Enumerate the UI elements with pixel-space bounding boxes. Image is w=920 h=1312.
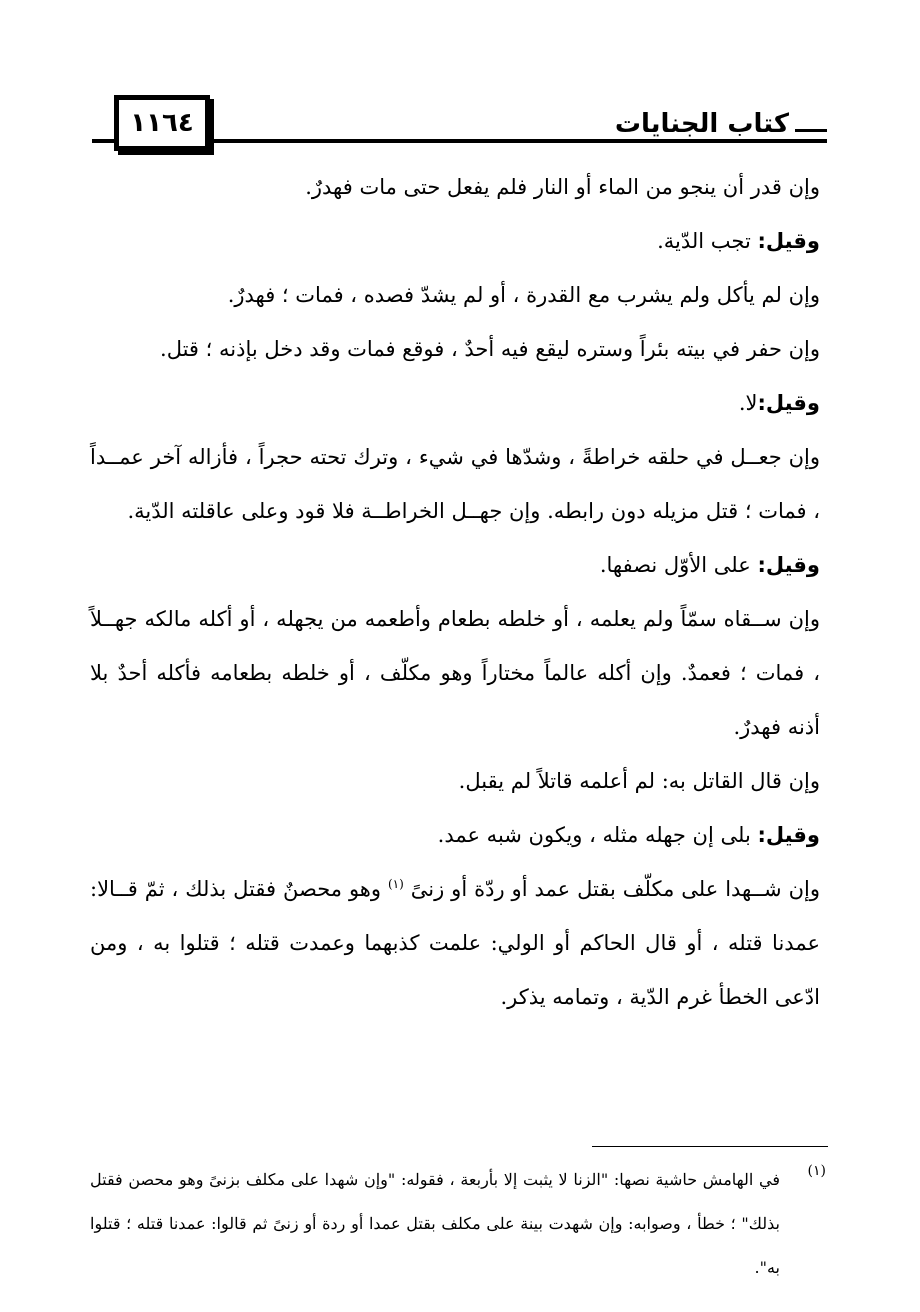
footnote-marker: (١) (807, 1163, 826, 1179)
main-text (90, 160, 820, 1024)
paragraph: وإن قدر أن ينجو من الماء أو النار فلم يفعل حتى مات فهدرٌ. (305, 175, 820, 199)
paragraph-text: وإن شــهدا على مكلّف بقتل عمد أو ردّة أو زنىً (403, 877, 820, 901)
paragraph: وإن جعــل في حلقه خراطةً ، وشدّها في شيء ، وترك تحته حجراً ، فأزاله آخر عمــداً ، فمات ؛ قتل مزيله دون رابطه. وإن جهــل الخراطــة فلا قود وعلى عاقلته الدّية. (90, 445, 820, 523)
page-header (92, 95, 827, 153)
paragraph (90, 862, 820, 1024)
paragraph: وإن لم يأكل ولم يشرب مع القدرة ، أو لم يشدّ فصده ، فمات ؛ فهدرٌ. (227, 283, 820, 307)
header-rule (212, 139, 827, 143)
paragraph: وإن قال القاتل به: لم أعلمه قاتلاً لم يقبل. (458, 769, 820, 793)
paragraph-text: وهو محصنٌ فقتل بذلك ، ثمّ قــالا: عمدنا قتله ، أو قال الحاكم أو الولي: علمت كذبهما وعمدت قتله ؛ قتلوا به ، ومن ادّعى الخطأ غرم الدّية ، وتمامه يذكر. (90, 877, 820, 1009)
qila-label: وقيل: (757, 553, 820, 577)
paragraph (90, 808, 820, 862)
footnote-separator (592, 1146, 828, 1147)
qila-label: وقيل: (757, 229, 820, 253)
paragraph-text: تجب الدّية. (657, 229, 758, 253)
paragraph (90, 376, 820, 430)
paragraph-text: لا. (738, 391, 758, 415)
paragraph (90, 538, 820, 592)
footnote-reference[interactable]: (١) (387, 877, 404, 891)
paragraph-text: على الأوّل نصفها. (599, 553, 758, 577)
chapter-title: كتاب الجنايات (614, 109, 789, 139)
footnote-text: في الهامش حاشية نصها: "الزنا لا يثبت إلا بأربعة ، فقوله: "وإن شهدا على مكلف بزنىً وهو محصن فقتل بذلك" ؛ خطأ ، وصوابه: وإن شهدت بينة على مكلف بقتل عمدا أو ردة أو زنىً ثم قالوا: عمدنا قتله ؛ قتلوا به". (90, 1170, 780, 1277)
paragraph: وإن حفر في بيته بئراً وستره ليقع فيه أحدٌ ، فوقع فمات وقد دخل بإذنه ؛ قتل. (160, 337, 820, 361)
paragraph-text: بلى إن جهله مثله ، ويكون شبه عمد. (437, 823, 758, 847)
paragraph (90, 214, 820, 268)
paragraph: وإن ســقاه سمّاً ولم يعلمه ، أو خلطه بطعام وأطعمه من يجهله ، أو أكله مالكه جهــلاً ، فمات ؛ فعمدٌ. وإن أكله عالماً مختاراً وهو مكلّف ، أو خلطه بطعامه فأكله أحدٌ بلا أذنه فهدرٌ. (90, 607, 820, 739)
footnote (90, 1158, 824, 1290)
qila-label: وقيل: (757, 391, 820, 415)
header-dash (795, 129, 827, 132)
qila-label: وقيل: (757, 823, 820, 847)
page-number: ١١٦٤ (114, 95, 210, 151)
